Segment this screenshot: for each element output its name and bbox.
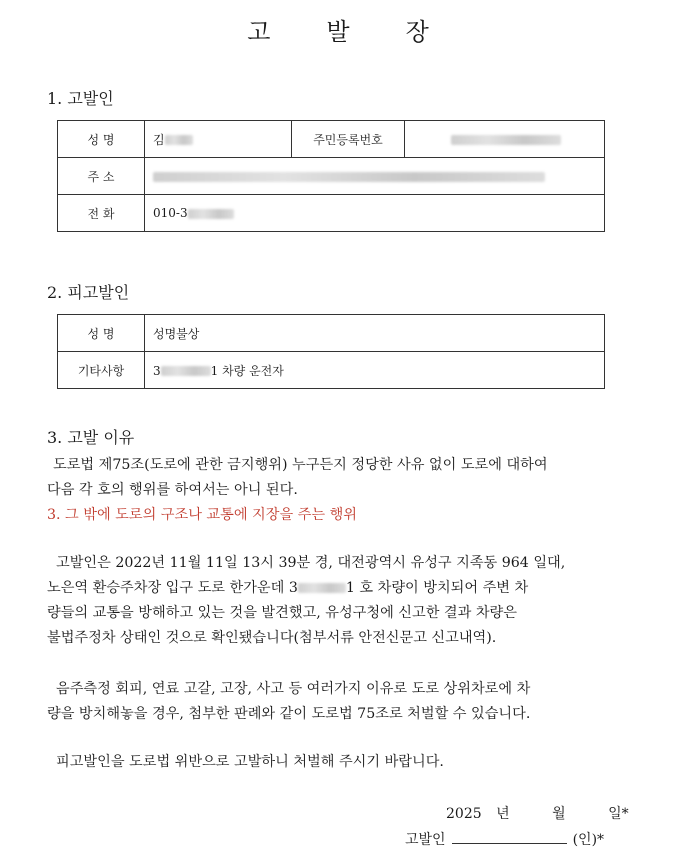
name-label: 성 명 — [58, 121, 145, 158]
section-heading-accused: 2. 피고발인 — [47, 283, 130, 302]
accused-etc-value: 3 1 차량 운전자 — [145, 352, 605, 389]
title-char: 고 — [247, 18, 271, 46]
phone-label: 전 화 — [58, 195, 145, 232]
accused-name-label: 성 명 — [58, 315, 145, 352]
law-text — [47, 453, 627, 528]
reason-line: 노은역 환승주차장 입구 도로 한가운데 3 1 호 차량이 방치되어 주변 차 — [47, 580, 529, 596]
law-line: 다음 각 호의 행위를 하여서는 아니 된다. — [47, 482, 298, 498]
redacted-block — [298, 583, 346, 593]
reason-line: 불법주정차 상태인 것으로 확인됐습니다(첨부서류 안전신문고 신고내역). — [47, 630, 497, 646]
complainant-table — [57, 120, 605, 232]
reason-line: 고발인은 2022년 11월 11일 13시 39분 경, 대전광역시 유성구 지족동 964 일대, — [56, 555, 566, 571]
redacted-block — [451, 135, 561, 145]
accused-etc-label: 기타사항 — [58, 352, 145, 389]
section-heading-reason: 3. 고발 이유 — [47, 428, 135, 447]
accused-name-value: 성명불상 — [145, 315, 605, 352]
reason-line: 량들의 교통을 방해하고 있는 것을 발견했고, 유성구청에 신고한 결과 차량은 — [47, 605, 517, 621]
address-label: 주 소 — [58, 158, 145, 195]
signer-line — [405, 829, 604, 849]
reason-line: 음주측정 회피, 연료 고갈, 고장, 사고 등 여러가지 이유로 도로 상위차로에 차 — [56, 681, 531, 697]
law-line: 도로법 제75조(도로에 관한 금지행위) 누구든지 정당한 사유 없이 도로에 대하여 — [53, 457, 548, 473]
accused-table — [57, 314, 605, 389]
month-unit: 월 — [552, 806, 566, 822]
document-title — [0, 12, 676, 47]
section-heading-complainant: 1. 고발인 — [47, 89, 114, 108]
signer-label: 고발인 — [405, 832, 446, 848]
reason-paragraph-3: 피고발인을 도로법 위반으로 고발하니 처벌해 주시기 바랍니다. — [56, 754, 444, 770]
date-line — [446, 803, 629, 823]
title-char: 발 — [326, 18, 350, 46]
rrn-label: 주민등록번호 — [292, 121, 405, 158]
year-unit: 년 — [496, 806, 510, 822]
rrn-value — [405, 121, 605, 158]
day-unit: 일* — [608, 806, 629, 822]
name-value: 김 — [145, 121, 292, 158]
redacted-block — [153, 172, 545, 182]
law-item: 3. 그 밖에 도로의 구조나 교통에 지장을 주는 행위 — [47, 507, 358, 523]
phone-value: 010-3 — [145, 195, 605, 232]
seal-mark: (인)* — [572, 832, 605, 848]
year-value: 2025 — [446, 806, 482, 822]
title-char: 장 — [405, 18, 429, 46]
redacted-block — [161, 366, 211, 376]
reason-line: 량을 방치해놓을 경우, 첨부한 판례와 같이 도로법 75조로 처벌할 수 있습니다. — [47, 706, 531, 722]
reason-paragraph-2 — [47, 677, 627, 727]
address-value — [145, 158, 605, 195]
reason-paragraph-1 — [47, 551, 627, 651]
redacted-block — [188, 209, 234, 219]
redacted-block — [165, 135, 193, 145]
signature-blank[interactable] — [452, 831, 567, 844]
